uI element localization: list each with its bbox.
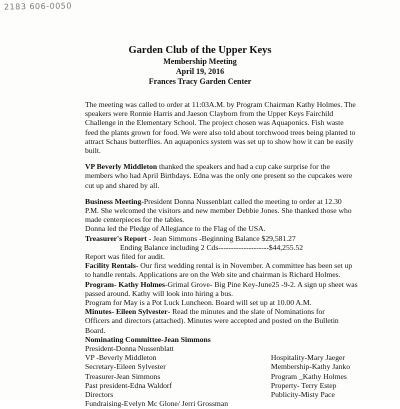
minutes-body [85,100,358,409]
file-stamp: 2183 606-0050 [3,1,72,12]
text-line: speakers were Ronnie Harris and Jaeson Clayborn from the Upper Keys Fairchild [85,109,334,119]
meeting-location: Frances Tracy Garden Center [148,77,252,86]
text-line: built. [85,146,101,156]
vp-label: VP Beverly Middleton [85,162,158,172]
text-line: The meeting was called to order at 11:03A.M. by Program Chairman Kathy Holmes. The [85,100,356,109]
nominee-item: Secretary-Eileen Sylvester [85,362,166,372]
text-line [85,279,358,289]
facility-text: - Our first wedding rental is in November. A committee has been set up [135,261,353,271]
text-line: attract Schaus butterflies. An aquaponics system was set up to show how it can be easily [85,136,354,146]
text-line: cut up and shared by all. [85,180,160,190]
treasurer-text: - Jean Simmons -Beginning Balance $29,581.27 [146,233,296,243]
nominee-item: President-Donna Nussenblatt [85,344,174,354]
treasurer-paragraph [85,234,350,262]
text-line: made centerpieces for the tables. [85,215,185,225]
text-line: Report was filed for audit. [85,252,165,262]
minutes-paragraph [85,307,350,335]
nominee-item [271,344,350,353]
meeting-type: Membership Meeting [163,57,237,66]
nominee-item: Hospitality-Mary Jaeger [270,353,345,363]
nominee-item: Fundraising-Evelyn Mc Glone/ Jerri Grossman [85,399,228,409]
nominee-columns [85,344,350,408]
meeting-date: April 19, 2016 [175,67,225,76]
ending-balance: Ending Balance including 2 Cds--------------------$44,255.52 [120,242,304,252]
program-paragraph [85,279,358,308]
intro-paragraph [85,100,356,156]
club-title: Garden Club of the Upper Keys [128,45,272,56]
nominating-section [85,335,350,409]
text-line: Donna led the Pledge of Allegiance to the Flag of the USA. [85,224,266,234]
text-line: Program for May is a Pot Luck Luncheon. Board will set up at 10.00 A.M. [85,298,312,308]
business-paragraph [85,197,350,234]
nominee-list-left [85,344,271,408]
nominating-label-text: Nominating Committee-Jean Simmons [85,334,211,344]
text-line: passed around. Kathy will look into hiring a bus. [85,288,234,298]
nominee-item: Membership-Kathy Janko [270,362,350,372]
minutes-label: Minutes- Eileen Sylvester [85,307,168,317]
nominating-label [85,335,350,344]
nominee-item: Directors [85,390,114,400]
text-line [85,197,350,206]
business-text: -President Donna Nussenblatt called the meeting to order at 12.30 [141,196,342,206]
text-line: members who had April Birthdays. Edna was the only one present so the cupcakes were [85,171,353,181]
nominee-item: Program _Kathy Holmes [270,371,347,381]
facility-paragraph [85,261,353,280]
text-line: feed the plants grown for food. We were also told about torchwood trees being planted to [85,127,356,137]
text-line: Board. [85,325,106,335]
program-text: -Grimal Grove- Big Pine Key-June25 -9-2. A sign up sheet was [165,279,358,289]
nominee-item: Publicity-Misty Pace [270,390,335,400]
treasurer-label: Treasurer's Report [85,233,147,243]
document-header [0,44,400,87]
text-line [85,307,350,316]
business-label: Business Meeting [85,196,142,206]
text-line [85,162,350,171]
vp-text: thanked the speakers and had a cup cake surprise for the [157,162,330,172]
text-line [85,261,353,271]
nominee-list-right [271,344,350,408]
facility-label: Facility Rentals [85,261,136,271]
text-line: Challenge in the Elementary School. The project chosen was Aquaponics. Fish waste [85,118,344,128]
nominee-item: Past president-Edna Waldorf [85,380,172,390]
text-line: P.M. She welcomed the visitors and new member Debbie Jones. She thanked those who [85,206,352,216]
text-line: to handle rentals. Applications are on the Web site and chairman is Richard Holmes. [85,270,341,280]
text-line: Officers and directors (attached). Minutes were accepted and posted on the Bulletin [85,316,339,326]
nominee-item: Property- Terry Estep [270,380,337,390]
program-label: Program- Kathy Holmes [85,279,166,289]
nominee-item: Treasurer-Jean Simmons [85,371,161,381]
nominee-item: VP -Beverly Middleton [85,353,157,363]
minutes-text: - Read the minutes and the slate of Nominations for [167,307,325,317]
vp-paragraph [85,162,353,190]
text-line [85,234,350,243]
